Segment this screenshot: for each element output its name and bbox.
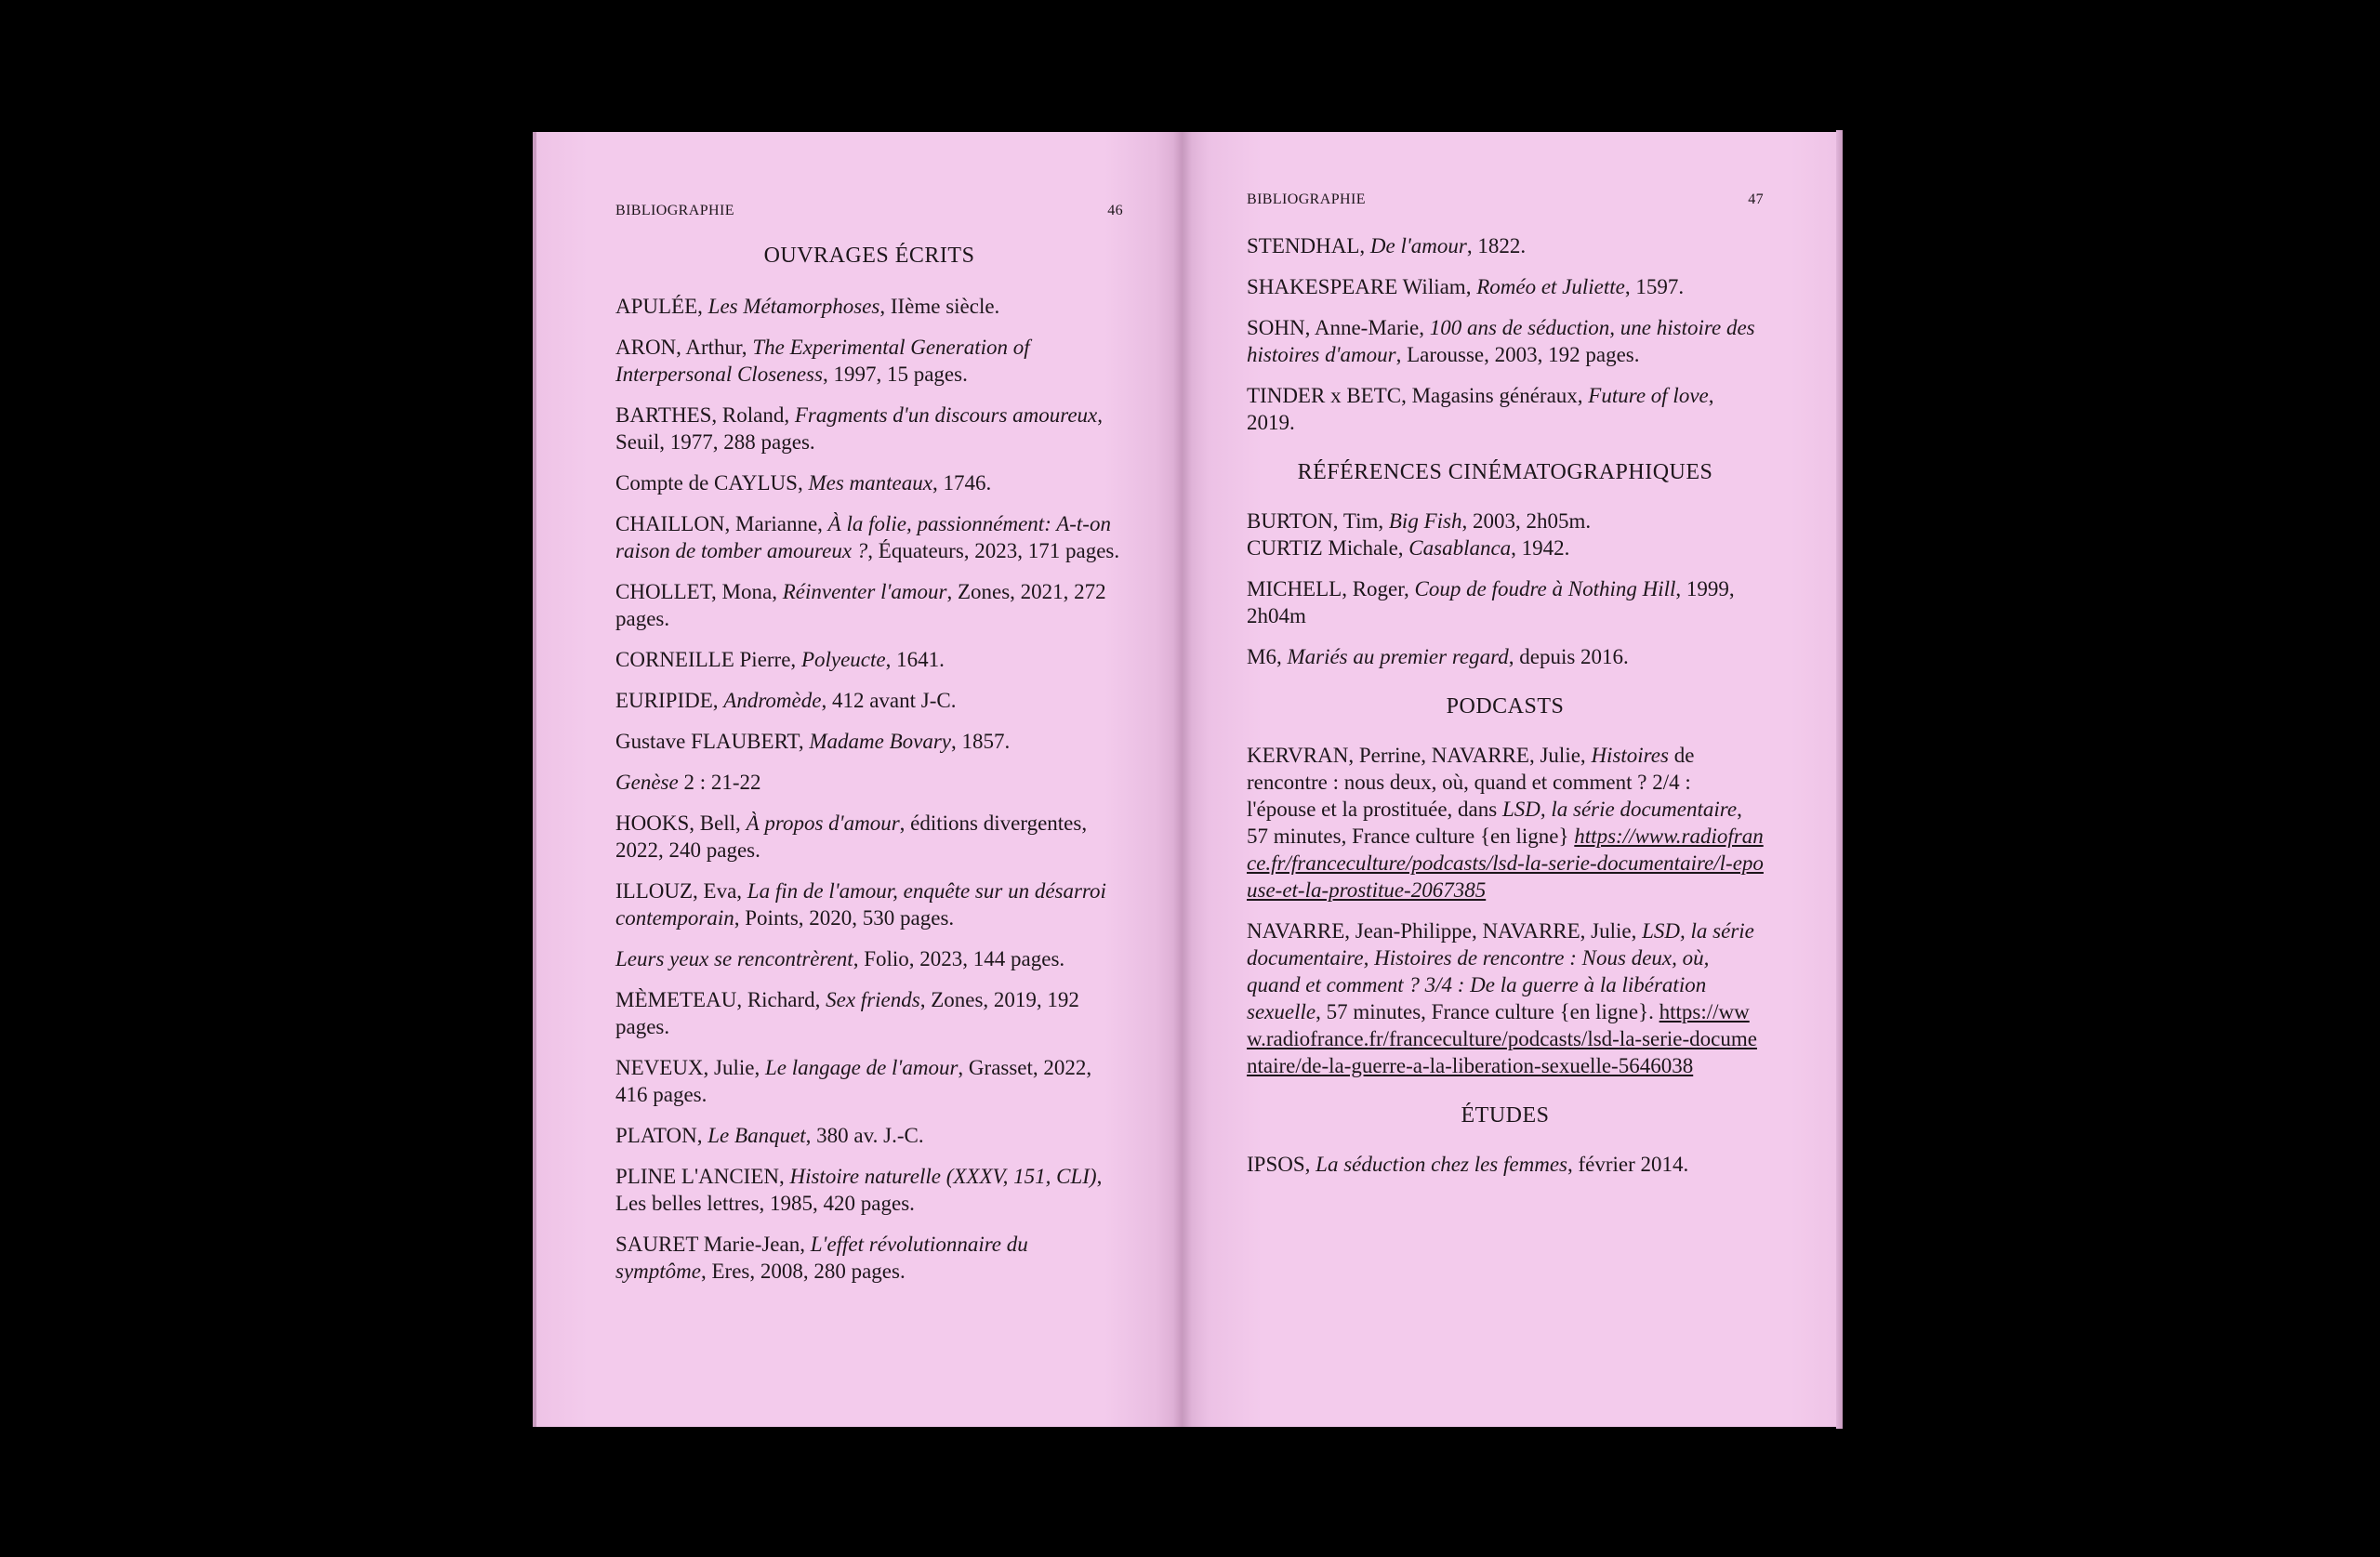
bibliography-entry: ILLOUZ, Eva, La fin de l'amour, enquête sur un désarroi contemporain, Points, 2020, 530 pages. [615,879,1106,930]
bibliography-entry: Gustave FLAUBERT, Madame Bovary, 1857. [615,730,1011,753]
bibliography-entry: SHAKESPEARE Wiliam, Roméo et Juliette, 1597. [1247,275,1685,298]
bibliography-entry: NEVEUX, Julie, Le langage de l'amour, Grasset, 2022, 416 pages. [615,1056,1092,1106]
right-running-head [1247,191,1764,208]
film-entry: MICHELL, Roger, Coup de foudre à Nothing Hill, 1999, 2h04m [1247,577,1735,627]
right-page-edge [1836,130,1843,1429]
bibliography-entry: CHAILLON, Marianne, À la folie, passionnément: A-t-on raison de tomber amoureux ?, Équateurs, 2023, 171 pages. [615,512,1120,562]
podcast-link[interactable]: https://www.radiofrance.fr/franceculture/podcasts/lsd-la-serie-documentaire/de-la-guerre-a-la-liberation-sexuelle-5646038 [1247,1000,1757,1077]
podcast-entry: KERVRAN, Perrine, NAVARRE, Julie, Histoires de rencontre : nous deux, où, quand et comment ? 2/4 : l'épouse et la prostituée, dans LSD, la série documentaire, 57 minutes, France culture {en ligne} https://www.radiofrance.fr/franceculture/podcasts/lsd-la-serie-documentaire/l-epouse-et-la-prostitue-2067385 [1247,744,1764,902]
bibliography-entry: CORNEILLE Pierre, Polyeucte, 1641. [615,648,945,671]
bibliography-entry: CHOLLET, Mona, Réinventer l'amour, Zones, 2021, 272 pages. [615,580,1106,630]
section-title-ouvrages: OUVRAGES ÉCRITS [763,244,975,268]
page-number: 47 [1748,191,1764,207]
bibliography-entry: HOOKS, Bell, À propos d'amour, éditions divergentes, 2022, 240 pages. [615,811,1088,862]
bibliography-entry: TINDER x BETC, Magasins généraux, Future of love, 2019. [1247,384,1714,434]
right-page [1183,132,1843,1427]
bibliography-entry: Genèse 2 : 21-22 [615,771,761,794]
section-title-etudes: ÉTUDES [1461,1103,1550,1128]
bibliography-entry: Leurs yeux se rencontrèrent, Folio, 2023, 144 pages. [615,947,1065,970]
bibliography-entry: Compte de CAYLUS, Mes manteaux, 1746. [615,471,992,495]
bibliography-entry: MÈMETEAU, Richard, Sex friends, Zones, 2019, 192 pages. [615,988,1079,1038]
bibliography-entry: SAURET Marie-Jean, L'effet révolutionnaire du symptôme, Eres, 2008, 280 pages. [615,1233,1028,1283]
bibliography-entry: PLATON, Le Banquet, 380 av. J.-C. [615,1124,924,1147]
running-head-title: BIBLIOGRAPHIE [1247,191,1366,207]
book-gutter [1173,132,1192,1427]
page-number: 46 [1107,203,1123,218]
film-entry: CURTIZ Michale, Casablanca, 1942. [1247,536,1570,560]
podcast-entry: NAVARRE, Jean-Philippe, NAVARRE, Julie, LSD, la série documentaire, Histoires de rencontre : Nous deux, où, quand et comment ? 3/4 : De la guerre à la libération sexuelle, 57 minutes, France culture {en ligne}. https://www.radiofrance.fr/franceculture/podcasts/lsd-la-serie-documentaire/de-la-guerre-a-la-liberation-sexuelle-5646038 [1247,919,1757,1077]
bibliography-entry: APULÉE, Les Métamorphoses, IIème siècle. [615,295,1000,318]
bibliography-entry: BARTHES, Roland, Fragments d'un discours amoureux, Seuil, 1977, 288 pages. [615,403,1104,454]
study-entry: IPSOS, La séduction chez les femmes, février 2014. [1247,1153,1689,1176]
podcast-link[interactable]: https://www.radiofrance.fr/franceculture/podcasts/lsd-la-serie-documentaire/l-epouse-et-la-prostitue-2067385 [1247,825,1764,902]
bibliography-entry: ARON, Arthur, The Experimental Generation of Interpersonal Closeness, 1997, 15 pages. [615,336,1030,386]
film-entry: M6, Mariés au premier regard, depuis 2016. [1247,645,1629,668]
bibliography-entry: PLINE L'ANCIEN, Histoire naturelle (XXXV, 151, CLI), Les belles lettres, 1985, 420 pages. [615,1165,1103,1215]
left-running-head [615,203,1123,219]
bibliography-entry: EURIPIDE, Andromède, 412 avant J-C. [615,689,957,712]
bibliography-entry: STENDHAL, De l'amour, 1822. [1247,234,1527,257]
left-page [536,132,1183,1427]
film-entry: BURTON, Tim, Big Fish, 2003, 2h05m. [1247,509,1592,533]
running-head-title: BIBLIOGRAPHIE [615,203,734,218]
section-title-podcasts: PODCASTS [1446,694,1565,719]
section-title-cinema: RÉFÉRENCES CINÉMATOGRAPHIQUES [1297,460,1713,484]
bibliography-entry: SOHN, Anne-Marie, 100 ans de séduction, une histoire des histoires d'amour, Larousse, 2003, 192 pages. [1247,316,1755,366]
